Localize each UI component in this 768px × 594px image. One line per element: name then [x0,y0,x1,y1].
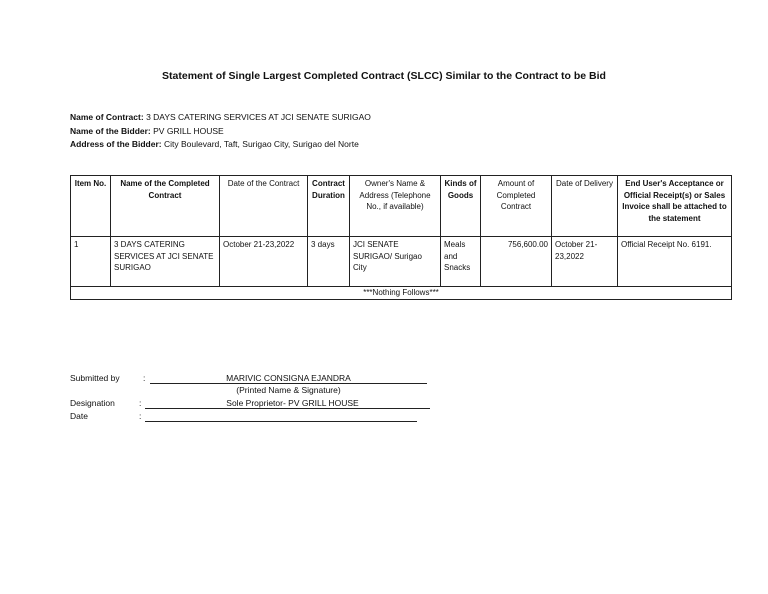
date-label: Date [70,411,88,421]
designation-label: Designation [70,398,115,408]
cell-delivery-date: October 21-23,2022 [552,237,618,287]
bidder-address-line [70,139,359,149]
header-owner: Owner's Name & Address (Telephone No., if available) [350,176,441,237]
table-footer-row [71,287,732,300]
cell-owner: JCI SENATE SURIGAO/ Surigao City [350,237,441,287]
table-row [71,237,732,287]
contract-name-label: Name of Contract: [70,112,144,122]
cell-acceptance: Official Receipt No. 6191. [618,237,732,287]
cell-contract-duration: 3 days [308,237,350,287]
cell-amount: 756,600.00 [481,237,552,287]
designation-colon: : [139,398,142,408]
designation-value: Sole Proprietor- PV GRILL HOUSE [226,398,359,408]
cell-contract-date: October 21-23,2022 [220,237,308,287]
contract-name-line [70,112,371,122]
header-contract-date: Date of the Contract [220,176,308,237]
signatory-name: MARIVIC CONSIGNA EJANDRA [226,373,351,383]
bidder-address-label: Address of the Bidder: [70,139,162,149]
submitted-colon: : [143,373,146,383]
table-header-row [71,176,732,237]
header-contract-name: Name of the Completed Contract [111,176,220,237]
cell-item-no: 1 [71,237,111,287]
date-line [145,421,417,422]
header-goods: Kinds of Goods [441,176,481,237]
cell-contract-name: 3 DAYS CATERING SERVICES AT JCI SENATE SURIGAO [111,237,220,287]
date-colon: : [139,411,142,421]
bidder-name-value: PV GRILL HOUSE [153,126,224,136]
bidder-address-value: City Boulevard, Taft, Surigao City, Surigao del Norte [164,139,359,149]
header-contract-duration: Contract Duration [308,176,350,237]
header-amount: Amount of Completed Contract [481,176,552,237]
bidder-name-line [70,126,224,136]
slcc-table [70,175,732,300]
designation-line [145,408,430,409]
header-delivery-date: Date of Delivery [552,176,618,237]
nothing-follows: ***Nothing Follows*** [71,287,732,300]
submitted-by-label: Submitted by [70,373,120,383]
document-title: Statement of Single Largest Completed Contract (SLCC) Similar to the Contract to be Bid [162,70,606,82]
bidder-name-label: Name of the Bidder: [70,126,151,136]
cell-goods: Meals and Snacks [441,237,481,287]
contract-name-value: 3 DAYS CATERING SERVICES AT JCI SENATE SURIGAO [146,112,371,122]
signatory-name-caption: (Printed Name & Signature) [236,385,341,395]
header-item-no: Item No. [71,176,111,237]
header-acceptance: End User's Acceptance or Official Receipt(s) or Sales Invoice shall be attached to the statement [618,176,732,237]
signature-line [150,383,427,384]
